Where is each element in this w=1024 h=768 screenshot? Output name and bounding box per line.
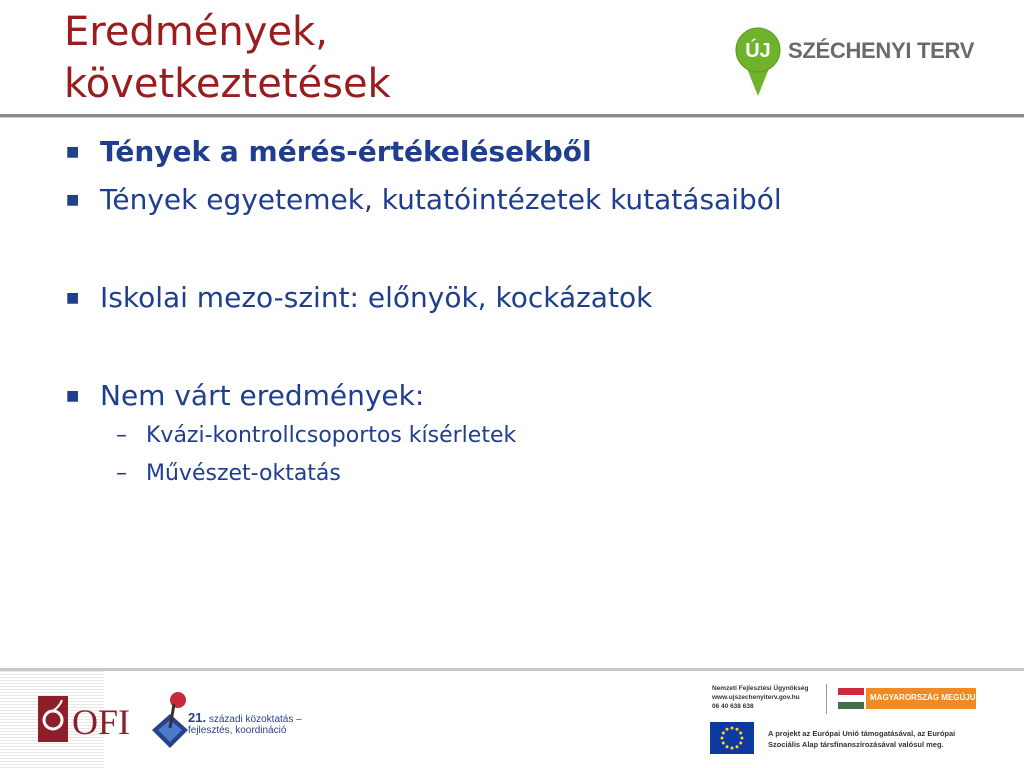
bullet-text: Tények egyetemek, kutatóintézetek kutatásaiból xyxy=(100,183,782,216)
sub-bullet-item xyxy=(64,420,984,452)
k21-number: 21. xyxy=(188,710,207,725)
location-pin-icon xyxy=(734,26,788,100)
bullet-text: Iskolai mezo-szint: előnyök, kockázatok xyxy=(100,281,653,314)
joystick-icon xyxy=(148,690,192,752)
dash-bullet-icon: – xyxy=(116,461,127,486)
square-bullet-icon: ■ xyxy=(66,290,80,306)
ofi-logo xyxy=(38,696,134,742)
bullet-item xyxy=(64,134,984,170)
bullet-text: Tények a mérés-értékelésekből xyxy=(100,135,592,168)
bullet-item xyxy=(64,182,984,218)
square-bullet-icon: ■ xyxy=(66,144,80,160)
bullet-text: Nem várt eredmények: xyxy=(100,379,425,412)
slide-title-line-1: Eredmények, xyxy=(64,9,328,55)
uj-szechenyi-terv-logo xyxy=(734,26,994,100)
nfu-info xyxy=(712,684,808,711)
bullet-item xyxy=(64,378,984,414)
eu-text-line-2: Szociális Alap társfinanszírozásával valósul meg. xyxy=(768,740,944,749)
eu-text-line-1: A projekt az Európai Unió támogatásával, az Európai xyxy=(768,729,956,738)
ofi-logo-text: OFI xyxy=(71,702,131,742)
bullet-item xyxy=(64,280,984,316)
sub-bullet-item xyxy=(64,458,984,490)
k21-line-2: fejlesztés, koordináció xyxy=(188,725,287,736)
logo-text: SZÉCHENYI TERV xyxy=(788,38,975,63)
footer-divider xyxy=(0,668,1024,671)
nfu-separator xyxy=(826,684,827,714)
dash-bullet-icon: – xyxy=(116,423,127,448)
nfu-phone: 06 40 638 638 xyxy=(712,703,754,710)
nfu-url: www.ujszechenyiterv.gov.hu xyxy=(712,694,800,701)
logo-badge: ÚJ xyxy=(745,40,771,62)
k21-line-1: századi közoktatás – xyxy=(208,714,302,725)
sub-bullet-text: Kvázi-kontrollcsoportos kísérletek xyxy=(146,423,517,448)
square-bullet-icon: ■ xyxy=(66,192,80,208)
eu-funding-text xyxy=(768,728,955,750)
slide-title-line-2: következtetések xyxy=(64,61,391,107)
sub-bullet-text: Művészet-oktatás xyxy=(146,461,341,486)
eu-flag-icon xyxy=(710,722,754,754)
mmu-text: MAGYARORSZÁG MEGÚJUL xyxy=(870,693,981,702)
title-divider-light xyxy=(0,117,1024,118)
kozoktatas-21-logo xyxy=(148,690,308,752)
slide-content xyxy=(64,134,984,490)
nfu-name: Nemzeti Fejlesztési Ügynökség xyxy=(712,685,809,692)
eu-funding-panel xyxy=(704,676,1024,768)
kozoktatas-21-text xyxy=(188,712,302,736)
slide-title xyxy=(64,6,664,110)
magyarorszag-megujul-badge xyxy=(838,686,981,712)
square-bullet-icon: ■ xyxy=(66,388,80,404)
